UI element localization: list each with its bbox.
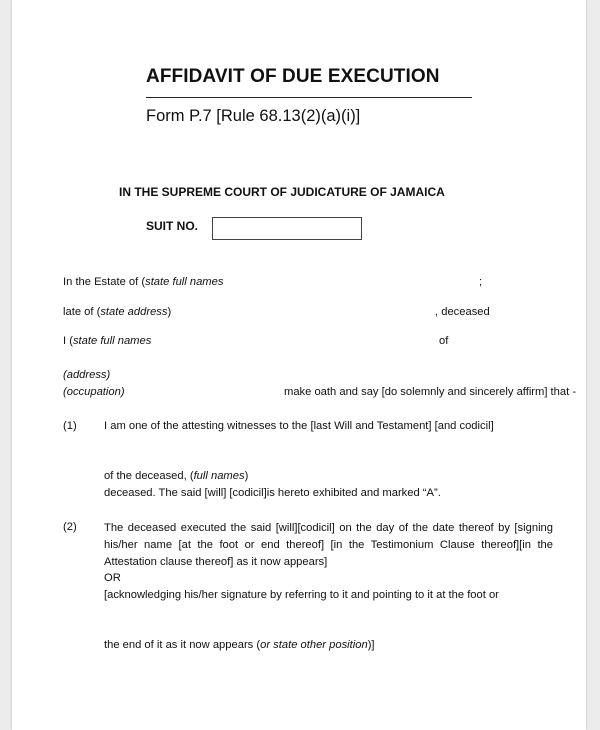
paragraph-2-end-line: the end of it as it now appears (or state other position)] bbox=[104, 639, 375, 651]
suit-number-label: SUIT NO. bbox=[146, 219, 199, 233]
late-of-line: late of (state address) bbox=[63, 306, 172, 318]
estate-hint: state full names bbox=[145, 276, 224, 288]
paragraph-2-acknowledging: [acknowledging his/her signature by referring to it and pointing to it at the foot or bbox=[104, 589, 499, 601]
paragraph-2-or: OR bbox=[104, 572, 121, 584]
paragraph-1-deceased-line: of the deceased, (full names) bbox=[104, 470, 249, 482]
address-hint-line: (address) bbox=[63, 369, 111, 381]
deponent-hint: state full names bbox=[72, 335, 152, 347]
other-position-hint: or state other position bbox=[260, 639, 368, 651]
oath-statement: make oath and say [do solemnly and sincerely affirm] that - bbox=[284, 386, 577, 398]
paragraph-2-text: The deceased executed the said [will][codicil] on the day of the date thereof by [signing his/her name [at the foot or end thereof] [in the Testimonium Clause thereof][in the Attestation clause thereof] as it now appears] bbox=[104, 522, 553, 568]
paragraph-1-text: I am one of the attesting witnesses to the [last Will and Testament] [and codicil] bbox=[104, 420, 494, 432]
of-label: of bbox=[439, 335, 449, 347]
occupation-hint-line: (occupation) bbox=[63, 386, 125, 398]
deponent-line: I (state full names bbox=[63, 335, 152, 347]
document-page bbox=[12, 0, 586, 730]
suit-number-field[interactable] bbox=[212, 217, 362, 240]
estate-line-end: ; bbox=[479, 276, 483, 288]
form-reference: Form P.7 [Rule 68.13(2)(a)(i)] bbox=[146, 107, 361, 125]
title-underline bbox=[146, 97, 472, 98]
deceased-label: , deceased bbox=[435, 306, 490, 318]
paragraph-2-number: (2) bbox=[63, 521, 77, 533]
deceased-names-hint: full names bbox=[193, 470, 245, 482]
document-title: AFFIDAVIT OF DUE EXECUTION bbox=[146, 66, 440, 87]
paragraph-1-exhibit: deceased. The said [will] [codicil]is hereto exhibited and marked “A”. bbox=[104, 487, 441, 499]
address-hint: state address bbox=[100, 306, 168, 318]
estate-line: In the Estate of (state full names bbox=[63, 276, 224, 288]
paragraph-1-number: (1) bbox=[63, 420, 77, 432]
court-heading: IN THE SUPREME COURT OF JUDICATURE OF JAMAICA bbox=[119, 185, 445, 199]
